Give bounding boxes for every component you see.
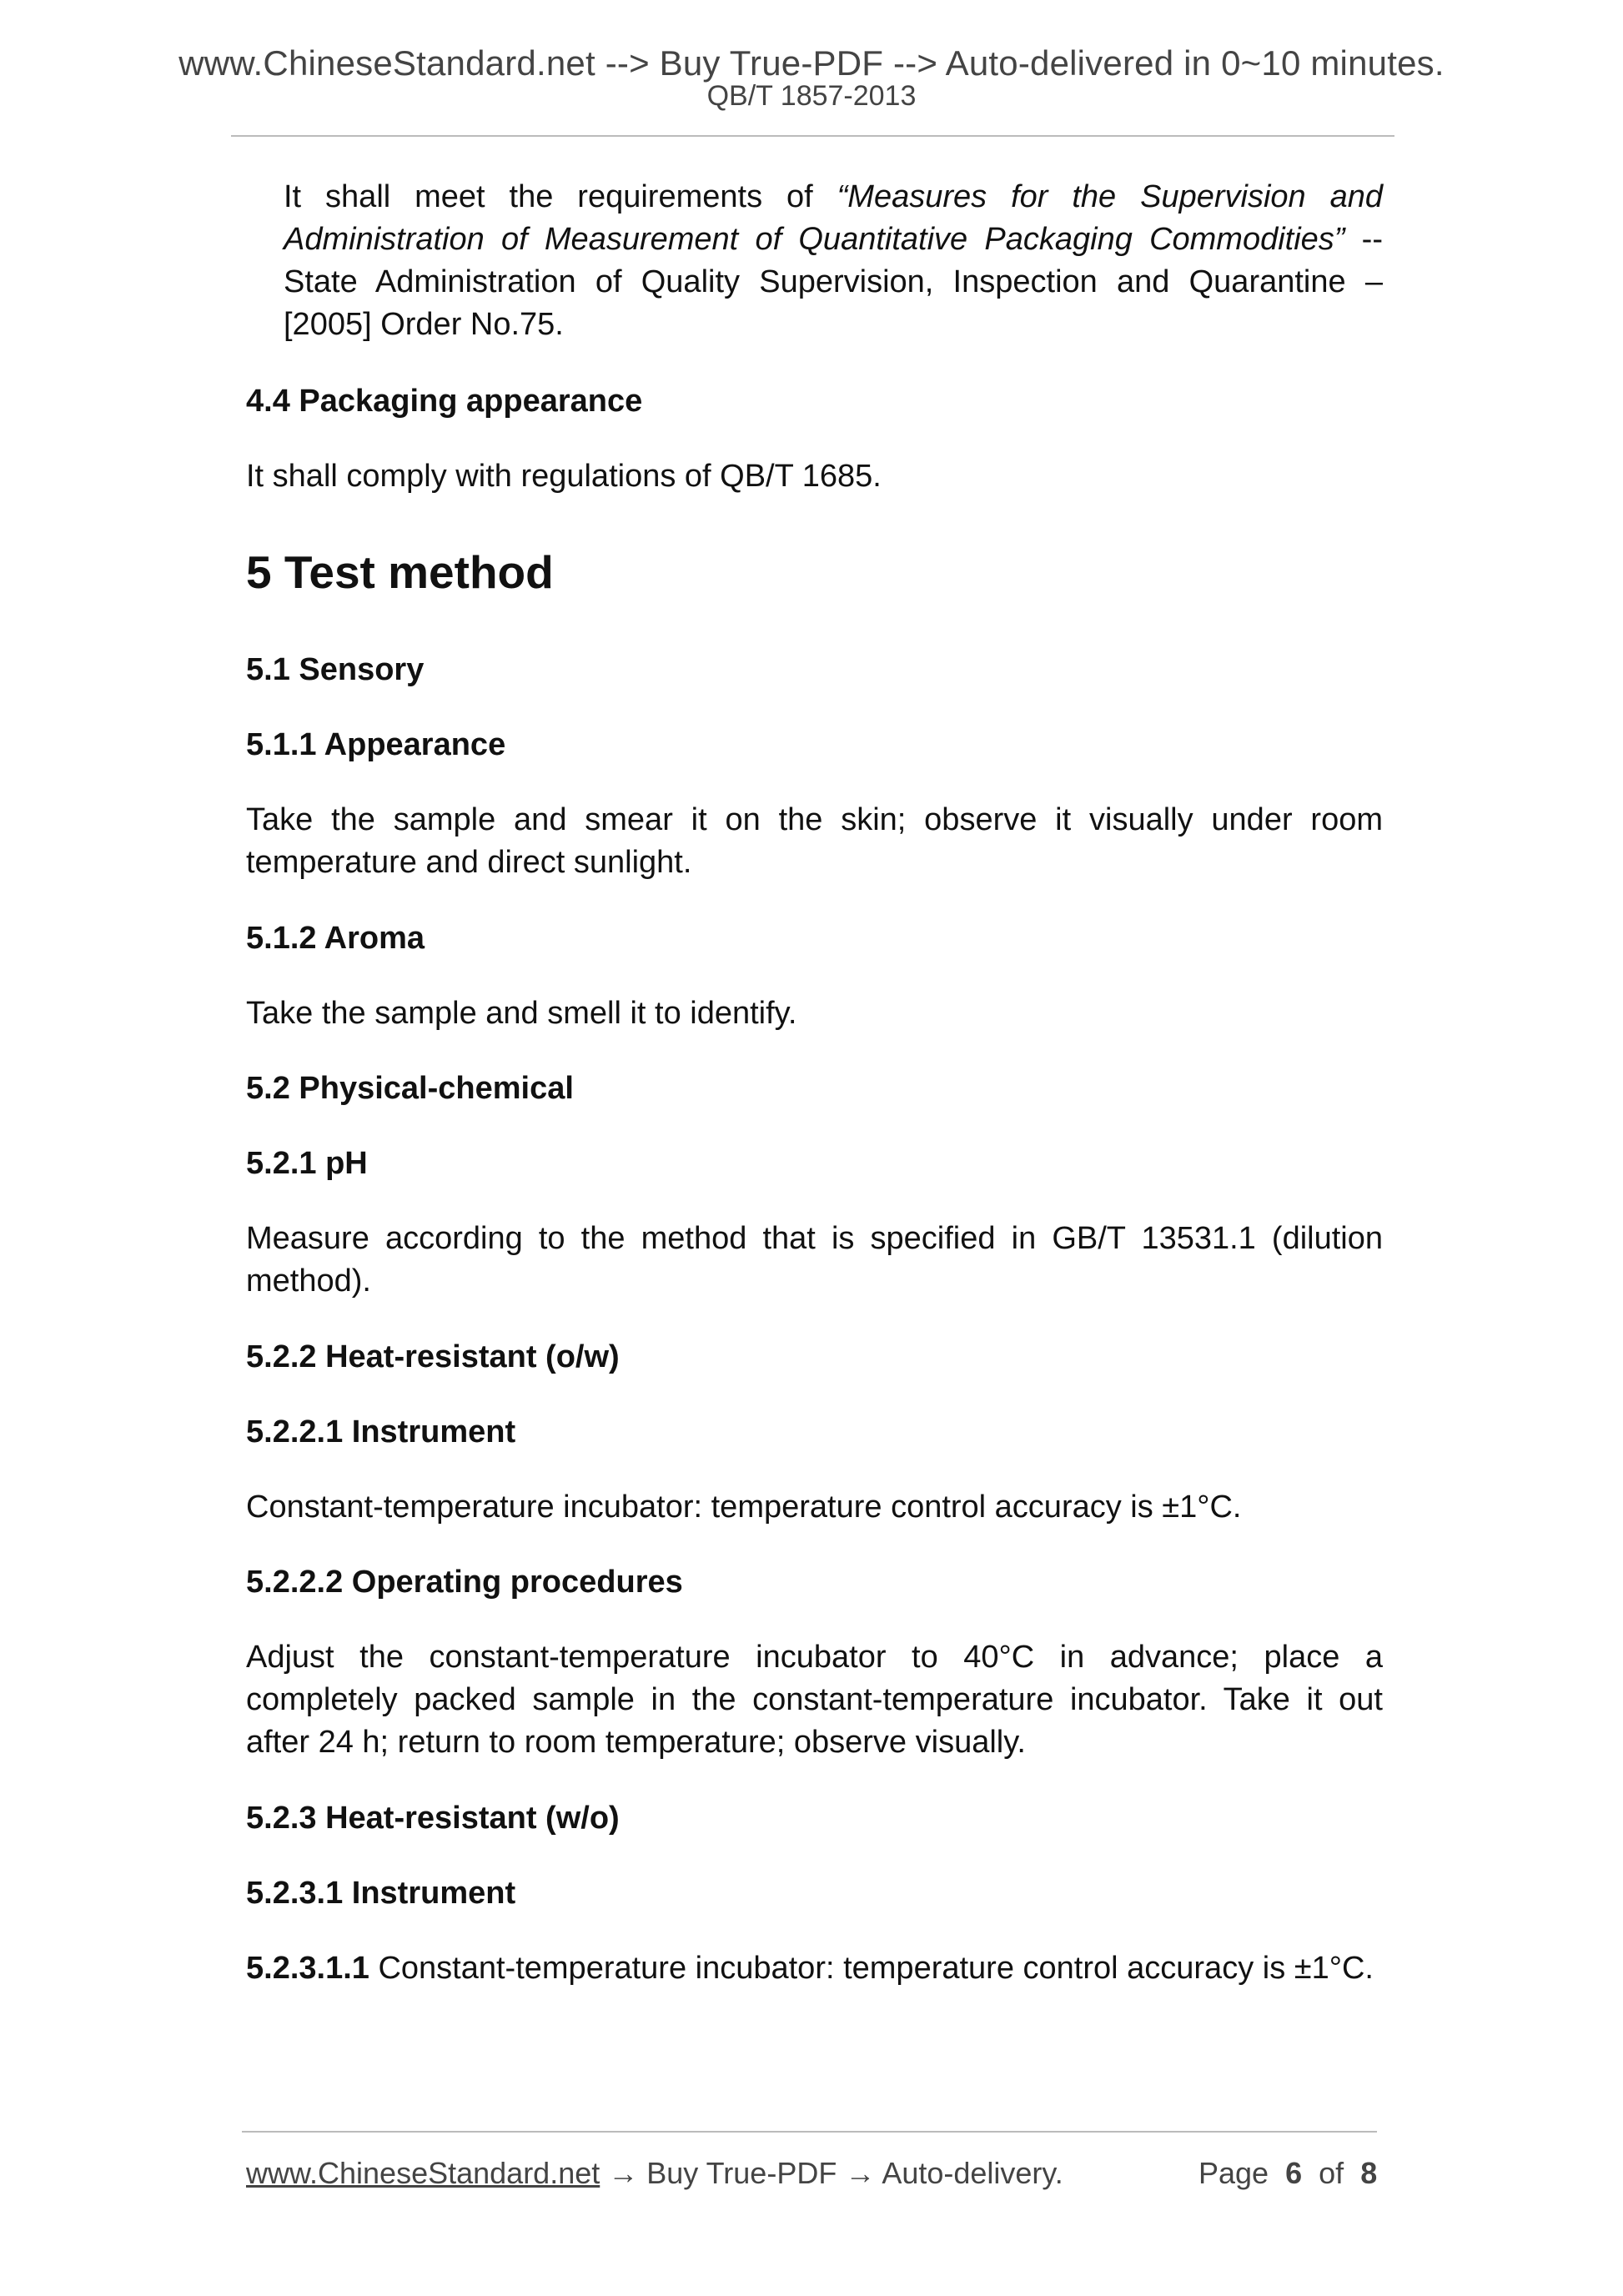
section-5-heading: 5 Test method bbox=[246, 546, 554, 598]
section-4-4-heading: 4.4 Packaging appearance bbox=[246, 384, 643, 419]
section-5-2-heading: 5.2 Physical-chemical bbox=[246, 1071, 574, 1106]
section-5-1-2-heading: 5.1.2 Aroma bbox=[246, 921, 425, 956]
measures-title: “Measures for the Supervision and Administration of Measurement of Quantitative Packaging Commodities” bbox=[284, 179, 1384, 257]
section-5-2-2-heading: 5.2.2 Heat-resistant (o/w) bbox=[246, 1339, 620, 1374]
section-4-4-text: It shall comply with regulations of QB/T 1685. bbox=[246, 459, 882, 494]
section-5-1-1-text: Take the sample and smear it on the skin; observe it visually under room temperature and direct sunlight. bbox=[246, 802, 1383, 880]
intro-lead: It shall meet the requirements of bbox=[284, 179, 837, 214]
section-5-1-1-heading: 5.1.1 Appearance bbox=[246, 727, 506, 762]
section-5-2-3-heading: 5.2.3 Heat-resistant (w/o) bbox=[246, 1801, 620, 1836]
page-indicator bbox=[1198, 2156, 1377, 2191]
section-5-2-1-text: Measure according to the method that is specified in GB/T 13531.1 (dilution method). bbox=[246, 1221, 1383, 1299]
section-5-2-1-heading: 5.2.1 pH bbox=[246, 1146, 368, 1181]
header-banner: www.ChineseStandard.net --> Buy True-PDF --> Auto-delivered in 0~10 minutes. bbox=[178, 43, 1445, 83]
section-5-1-heading: 5.1 Sensory bbox=[246, 652, 425, 687]
clause-number: 5.2.3.1.1 bbox=[246, 1951, 369, 1986]
section-5-2-3-1-heading: 5.2.3.1 Instrument bbox=[246, 1876, 516, 1911]
page-current: 6 bbox=[1285, 2156, 1303, 2190]
section-5-1-2-text: Take the sample and smell it to identify. bbox=[246, 996, 797, 1031]
header-divider bbox=[231, 135, 1394, 137]
section-5-2-2-1-heading: 5.2.2.1 Instrument bbox=[246, 1414, 516, 1449]
of-word: of bbox=[1319, 2156, 1344, 2190]
clause-text: Constant-temperature incubator: temperature control accuracy is ±1°C. bbox=[369, 1951, 1374, 1986]
section-5-2-2-2-text: Adjust the constant-temperature incubator to 40°C in advance; place a completely packed sample in the constant-temperature incubator. Take it out after 24 h; return to room temperature; observe visually. bbox=[246, 1640, 1383, 1760]
section-5-2-2-2-heading: 5.2.2.2 Operating procedures bbox=[246, 1565, 683, 1600]
footer-left bbox=[246, 2156, 1063, 2191]
section-5-2-2-1-text: Constant-temperature incubator: temperature control accuracy is ±1°C. bbox=[246, 1490, 1242, 1525]
section-5-2-3-1-1-paragraph bbox=[246, 1947, 1383, 1990]
intro-paragraph bbox=[284, 176, 1383, 346]
page-total: 8 bbox=[1360, 2156, 1378, 2190]
footer-tail: → Buy True-PDF → Auto-delivery. bbox=[600, 2156, 1063, 2190]
footer-divider bbox=[242, 2131, 1377, 2133]
footer-site-link[interactable]: www.ChineseStandard.net bbox=[246, 2156, 600, 2190]
standard-code: QB/T 1857-2013 bbox=[706, 80, 917, 112]
intro-tail: -- State Administration of Quality Supervision, Inspection and Quarantine – [2005] Order No.75. bbox=[284, 222, 1383, 342]
page-word: Page bbox=[1198, 2156, 1269, 2190]
